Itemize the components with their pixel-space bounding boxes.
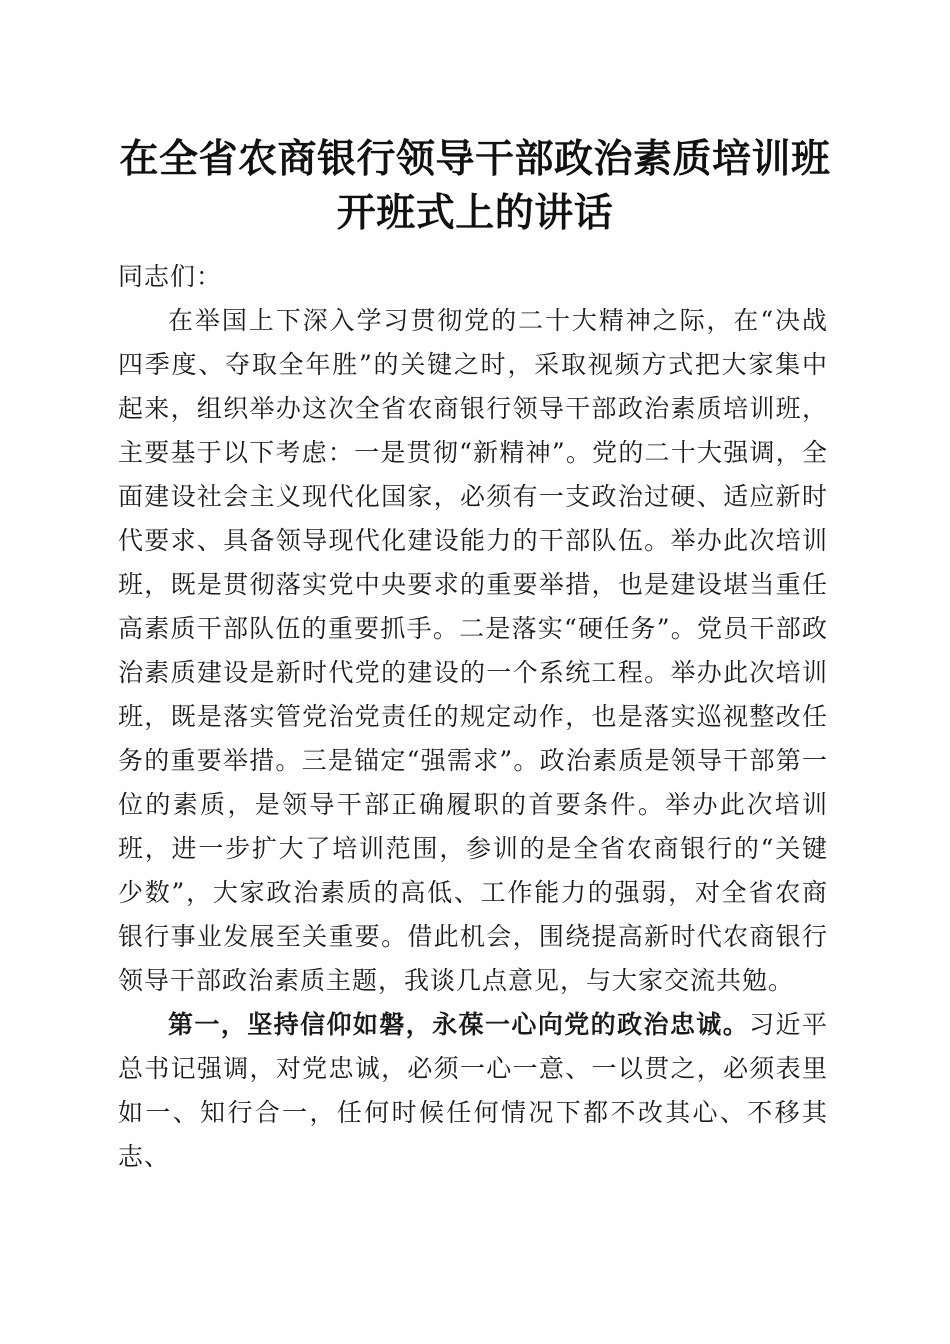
- salutation: 同志们：: [118, 262, 223, 291]
- document-title: 在全省农商银行领导干部政治素质培训班开班式上的讲话: [119, 136, 831, 236]
- paragraph-first-point-text: 习近平总书记强调，对党忠诚，必须一心一意、一以贯之，必须表里如一、知行合一，任何时候任何情况下都不改其心、不移其志、: [118, 1010, 828, 1171]
- paragraph-first-point: [118, 1003, 828, 1179]
- document-body: [118, 255, 828, 1179]
- paragraph-opening: 在举国上下深入学习贯彻党的二十大精神之际，在“决战四季度、夺取全年胜”的关键之时，采取视频方式把大家集中起来，组织举办这次全省农商银行领导干部政治素质培训班，主要基于以下考虑：一是贯彻“新精神”。党的二十大强调，全面建设社会主义现代化国家，必须有一支政治过硬、适应新时代要求、具备领导现代化建设能力的干部队伍。举办此次培训班，既是贯彻落实党中央要求的重要举措，也是建设堪当重任高素质干部队伍的重要抓手。二是落实“硬任务”。党员干部政治素质建设是新时代党的建设的一个系统工程。举办此次培训班，既是落实管党治党责任的规定动作，也是落实巡视整改任务的重要举措。三是锚定“强需求”。政治素质是领导干部第一位的素质，是领导干部正确履职的首要条件。举办此次培训班，进一步扩大了培训范围，参训的是全省农商银行的“关键少数”，大家政治素质的高低、工作能力的强弱，对全省农商银行事业发展至关重要。借此机会，围绕提高新时代农商银行领导干部政治素质主题，我谈几点意见，与大家交流共勉。: [118, 306, 828, 995]
- paragraph-first-point-heading: 第一，坚持信仰如磐，永葆一心向党的政治忠诚。: [168, 1010, 750, 1039]
